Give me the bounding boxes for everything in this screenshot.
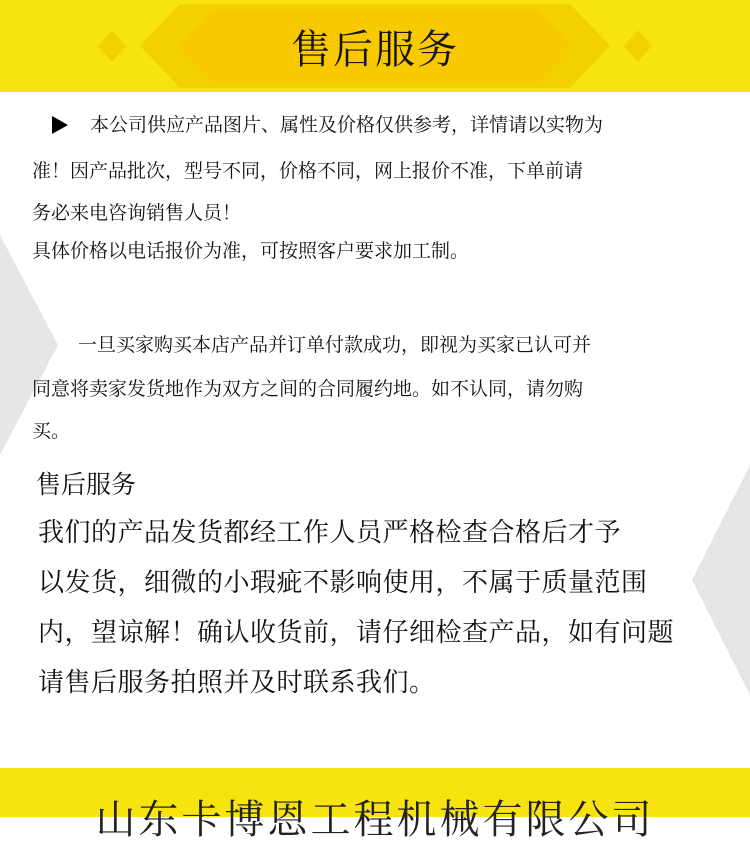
notice-line: 本公司供应产品图片、属性及价格仅供参考，详情请以实物为	[90, 114, 604, 136]
footer-band	[0, 768, 750, 843]
service-line: 我们的产品发货都经工作人员严格检查合格后才予	[38, 518, 622, 548]
notice-line: 务必来电咨询销售人员！	[32, 202, 242, 224]
agreement-line: 买。	[32, 420, 71, 442]
service-title: 售后服务	[36, 470, 137, 499]
agreement-line: 一旦买家购买本店产品并订单付款成功，即视为买家已认可并	[78, 334, 592, 356]
banner-title: 售后服务	[291, 27, 459, 73]
service-line: 以发货，细微的小瑕疵不影响使用，不属于质量范围	[38, 568, 648, 598]
service-line: 请售后服务拍照并及时联系我们。	[38, 668, 436, 698]
service-line: 内，望谅解！确认收货前，请仔细检查产品，如有问题	[38, 618, 675, 648]
bullet-arrow-icon	[52, 116, 68, 134]
notice-line: 准！因产品批次，型号不同，价格不同，网上报价不准，下单前请	[32, 160, 584, 182]
notice-line: 具体价格以电话报价为准，可按照客户要求加工制。	[32, 240, 470, 262]
agreement-line: 同意将卖家发货地作为双方之间的合同履约地。如不认同，请勿购	[32, 378, 584, 400]
footer-company-name: 山东卡博恩工程机械有限公司	[95, 797, 655, 843]
right-chevron-decoration	[690, 465, 750, 695]
